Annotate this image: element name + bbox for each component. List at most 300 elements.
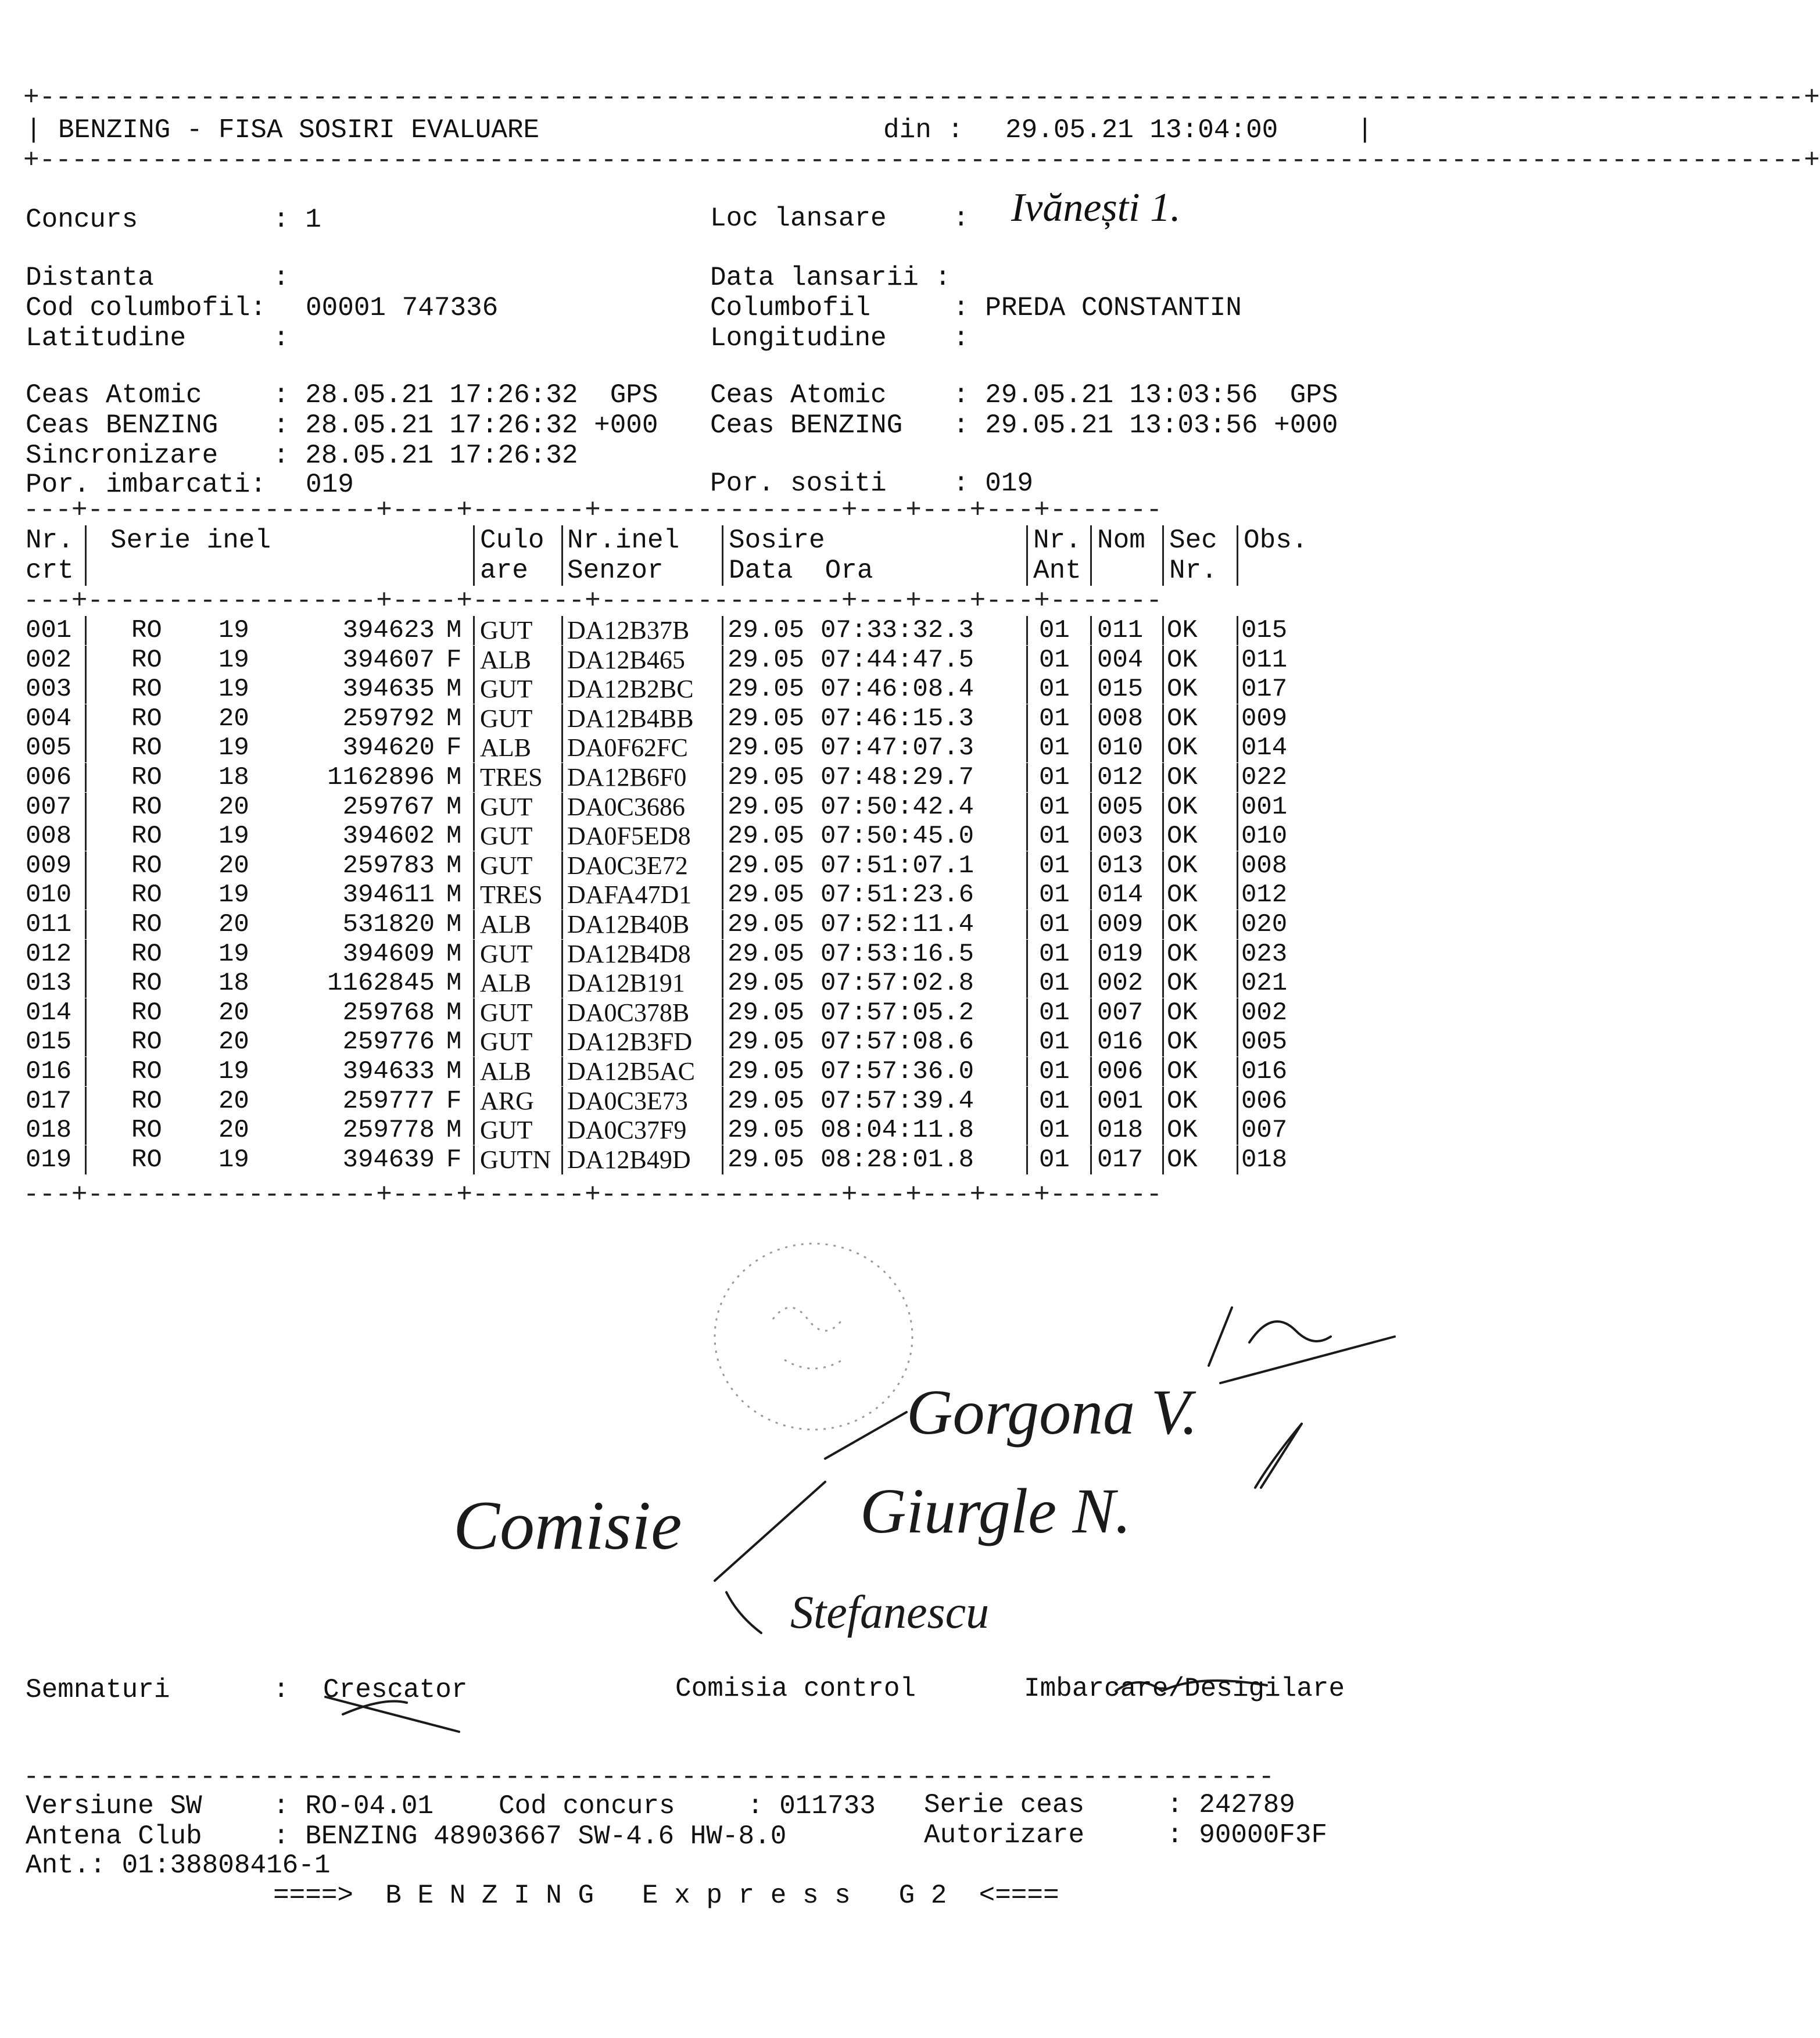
cell-an: 20 [218,1086,249,1116]
cell-ora: 07:48:29.7 [821,763,975,792]
row-col-separator [561,733,563,762]
row-col-separator [722,675,723,704]
col-sep-2 [473,525,475,586]
cell-obs: 014 [1241,733,1288,763]
loc-lansare-label: Loc lansare [710,203,887,234]
row-col-separator [561,704,563,733]
cell-nom: 005 [1097,792,1144,822]
cell-culoare: GUT [480,675,533,704]
row-col-separator [85,646,87,675]
signature-drawing [0,1220,1441,1743]
cell-sex: M [446,792,462,822]
columbofil-label: Columbofil [710,293,871,323]
cell-sex: M [446,704,462,733]
cell-sec: OK [1167,910,1198,939]
cell-data: 29.05 [728,675,805,704]
row-col-separator [473,910,475,939]
cell-nr: 007 [26,792,72,822]
cell-nr: 009 [26,851,72,880]
row-col-separator [1090,704,1092,733]
row-col-separator [1162,646,1164,675]
header-are: are [480,556,528,586]
cell-ora: 07:44:47.5 [821,645,975,675]
col-sep-5 [1026,525,1028,586]
row-col-separator [85,1145,87,1174]
cell-inel: 394620 [342,733,435,763]
cell-tara: RO [131,704,162,733]
cell-data: 29.05 [728,969,805,998]
cell-tara: RO [131,645,162,675]
row-col-separator [1237,646,1238,675]
cell-obs: 007 [1241,1116,1288,1145]
cod-concurs-value: : 011733 [747,1791,876,1821]
cell-sec: OK [1167,969,1198,998]
cell-tara: RO [131,763,162,792]
row-col-separator [722,616,723,645]
cell-ant: 01 [1039,1116,1070,1145]
cell-tara: RO [131,616,162,645]
din-value: 29.05.21 13:04:00 [1005,115,1278,145]
cell-data: 29.05 [728,792,805,822]
cell-obs: 017 [1241,675,1288,704]
cell-inel: 531820 [342,910,435,939]
concurs-value: : 1 [273,205,321,235]
row-col-separator [1026,1027,1028,1056]
cell-ora: 07:57:08.6 [821,1027,975,1057]
loc-lansare-sep: : [953,203,969,234]
row-col-separator [85,910,87,939]
serie-ceas-label: Serie ceas [924,1790,1085,1820]
cell-data: 29.05 [728,1027,805,1057]
cell-culoare: GUT [480,704,533,733]
cell-culoare: GUTN [480,1145,551,1174]
row-col-separator [1237,969,1238,998]
cell-ora: 08:04:11.8 [821,1116,975,1145]
cell-nom: 004 [1097,645,1144,675]
row-col-separator [561,646,563,675]
cell-ora: 07:52:11.4 [821,910,975,939]
imbarcare-label: Imbarcare/Desigilare [1024,1674,1345,1704]
cell-data: 29.05 [728,822,805,851]
cell-nr: 019 [26,1145,72,1174]
cell-senzor: DA12B4BB [567,704,694,733]
cell-sex: M [446,880,462,910]
cell-obs: 001 [1241,792,1288,822]
cell-nom: 012 [1097,763,1144,792]
table-row [23,733,1418,762]
row-col-separator [473,822,475,851]
cell-an: 20 [218,1116,249,1145]
cell-data: 29.05 [728,1116,805,1145]
table-row [23,675,1418,704]
table-row [23,763,1418,792]
cell-data: 29.05 [728,851,805,880]
row-col-separator [473,851,475,880]
row-col-separator [473,969,475,998]
row-col-separator [722,1087,723,1116]
row-col-separator [561,793,563,822]
row-col-separator [473,793,475,822]
cell-data: 29.05 [728,733,805,763]
row-col-separator [1237,940,1238,969]
row-col-separator [85,763,87,792]
cell-nr: 010 [26,880,72,910]
row-col-separator [1026,1057,1028,1086]
cell-sec: OK [1167,792,1198,822]
cell-data: 29.05 [728,1086,805,1116]
row-col-separator [473,616,475,645]
cell-inel: 394623 [342,616,435,645]
cell-an: 20 [218,851,249,880]
header-senzor: Senzor [567,556,664,586]
cell-obs: 020 [1241,910,1288,939]
header-serie: Serie inel [110,525,271,556]
header-right-bar: | [1357,115,1373,145]
cell-data: 29.05 [728,1145,805,1174]
table-row [23,969,1418,998]
cell-data: 29.05 [728,616,805,645]
cell-inel: 259768 [342,998,435,1027]
cell-culoare: GUT [480,1027,533,1056]
cell-nr: 005 [26,733,72,763]
row-col-separator [473,880,475,909]
handwriting-comisie: Comisie [453,1487,682,1564]
cell-sec: OK [1167,822,1198,851]
cell-an: 18 [218,763,249,792]
semnaturi-sep: : [273,1675,289,1705]
row-col-separator [85,793,87,822]
row-col-separator [722,646,723,675]
cell-senzor: DA12B2BC [567,675,694,704]
table-row [23,704,1418,733]
cell-ora: 07:51:23.6 [821,880,975,910]
cell-culoare: GUT [480,998,533,1027]
cell-tara: RO [131,998,162,1027]
cell-inel: 394607 [342,645,435,675]
cell-nr: 003 [26,675,72,704]
cell-an: 20 [218,704,249,733]
row-col-separator [1026,1087,1028,1116]
cell-inel: 394609 [342,939,435,969]
columbofil-value: : PREDA CONSTANTIN [953,293,1242,323]
row-col-separator [1026,616,1028,645]
row-col-separator [1090,1145,1092,1174]
cell-sec: OK [1167,1027,1198,1057]
row-col-separator [1162,1057,1164,1086]
cell-sex: M [446,969,462,998]
cell-culoare: ARG [480,1086,534,1115]
cell-nom: 001 [1097,1086,1144,1116]
cell-tara: RO [131,733,162,763]
row-col-separator [1237,1116,1238,1145]
cell-sex: F [446,1086,462,1116]
cell-ora: 07:57:02.8 [821,969,975,998]
header-sec: Sec [1169,525,1217,556]
cell-ant: 01 [1039,880,1070,910]
row-col-separator [1090,1057,1092,1086]
cell-culoare: ALB [480,910,531,939]
row-col-separator [1026,675,1028,704]
table-row [23,822,1418,851]
cell-nom: 003 [1097,822,1144,851]
row-col-separator [1162,851,1164,880]
cell-senzor: DA0C3E73 [567,1086,688,1115]
row-col-separator [1237,910,1238,939]
cell-inel: 259792 [342,704,435,733]
versiune-label: Versiune SW [26,1791,202,1821]
row-col-separator [1026,910,1028,939]
row-col-separator [1026,880,1028,909]
cell-culoare: TRES [480,880,543,909]
distanta-value: : [273,263,289,293]
table-row [23,998,1418,1027]
cell-obs: 009 [1241,704,1288,733]
ant-line: Ant.: 01:38808416-1 [26,1850,331,1881]
row-col-separator [561,616,563,645]
row-col-separator [85,998,87,1027]
row-col-separator [1162,1087,1164,1116]
row-col-separator [85,969,87,998]
row-col-separator [1090,940,1092,969]
row-col-separator [473,1057,475,1086]
row-col-separator [1090,910,1092,939]
row-col-separator [561,1145,563,1174]
cell-obs: 015 [1241,616,1288,645]
row-col-separator [1090,675,1092,704]
cell-sex: M [446,1027,462,1057]
row-col-separator [1090,646,1092,675]
row-col-separator [722,733,723,762]
cell-sex: M [446,1057,462,1086]
cell-sex: F [446,733,462,763]
cell-senzor: DA12B6F0 [567,763,687,791]
din-label: din : [883,115,964,145]
cell-an: 19 [218,880,249,910]
cell-inel: 259776 [342,1027,435,1057]
cell-ant: 01 [1039,822,1070,851]
row-col-separator [1162,998,1164,1027]
por-imbarcati-value: 019 [306,470,354,500]
cell-obs: 006 [1241,1086,1288,1116]
cell-ant: 01 [1039,910,1070,939]
row-col-separator [1237,822,1238,851]
cell-senzor: DA0C378B [567,998,690,1027]
cell-culoare: GUT [480,851,533,880]
row-col-separator [722,880,723,909]
cell-inel: 394602 [342,822,435,851]
col-sep-3 [561,525,563,586]
row-col-separator [561,1057,563,1086]
col-sep-6 [1090,525,1092,586]
row-col-separator [1026,1145,1028,1174]
row-col-separator [1162,733,1164,762]
cell-sec: OK [1167,675,1198,704]
ceas-atomic-right: : 29.05.21 13:03:56 GPS [953,380,1338,410]
row-col-separator [1026,793,1028,822]
row-col-separator [85,1027,87,1056]
row-col-separator [561,1027,563,1056]
cell-tara: RO [131,1086,162,1116]
row-col-separator [1162,940,1164,969]
cell-ant: 01 [1039,1057,1070,1086]
row-col-separator [561,940,563,969]
row-col-separator [722,1116,723,1145]
handwriting-stefanescu: Stefanescu [790,1587,990,1638]
row-col-separator [561,880,563,909]
cell-nr: 013 [26,969,72,998]
cell-senzor: DA0C3E72 [567,851,688,880]
ceas-atomic-left: : 28.05.21 17:26:32 GPS [273,380,658,410]
handwriting-giurgle: Giurgle N. [860,1475,1131,1546]
row-col-separator [1237,998,1238,1027]
cell-sec: OK [1167,939,1198,969]
ceas-benzing-label: Ceas BENZING [26,410,218,440]
cell-sex: M [446,675,462,704]
cell-ant: 01 [1039,704,1070,733]
handwriting-gorgona: Gorgona V. [907,1377,1198,1448]
header-crt: crt [26,556,74,586]
cell-ant: 01 [1039,616,1070,645]
serie-ceas-value: : 242789 [1167,1790,1295,1820]
cell-obs: 022 [1241,763,1288,792]
header-sosire: Sosire [729,525,825,556]
cell-nr: 015 [26,1027,72,1057]
stamp-icon [715,1244,912,1430]
cell-ant: 01 [1039,733,1070,763]
header-border-top: +--------------------------------------------------------------------------------------------------------------+ [23,83,1820,113]
ceas-benzing-left: : 28.05.21 17:26:32 +000 [273,410,658,440]
ceas-benzing-right: : 29.05.21 13:03:56 +000 [953,410,1338,440]
cell-inel: 394639 [342,1145,435,1174]
cell-an: 19 [218,645,249,675]
row-col-separator [1162,1145,1164,1174]
cell-nr: 017 [26,1086,72,1116]
row-col-separator [1162,793,1164,822]
row-col-separator [1237,1057,1238,1086]
cell-culoare: ALB [480,1057,531,1086]
table-header-rule: ---+------------------+----+-------+---------------+---+---+---+------- [23,586,1162,616]
row-col-separator [722,704,723,733]
cell-sec: OK [1167,704,1198,733]
cell-senzor: DA12B40B [567,910,690,939]
row-col-separator [1090,616,1092,645]
cell-data: 29.05 [728,1057,805,1086]
cell-ora: 07:46:15.3 [821,704,975,733]
cell-inel: 1162896 [327,763,435,792]
cell-data: 29.05 [728,939,805,969]
cell-sex: M [446,910,462,939]
row-col-separator [1090,880,1092,909]
row-col-separator [1090,822,1092,851]
row-col-separator [1090,969,1092,998]
cell-culoare: GUT [480,822,533,851]
row-col-separator [85,1116,87,1145]
cell-nr: 001 [26,616,72,645]
cell-inel: 394635 [342,675,435,704]
cell-nom: 013 [1097,851,1144,880]
footer-rule: ------------------------------------------------------------------------------ [23,1762,1275,1792]
row-col-separator [722,1057,723,1086]
cell-obs: 002 [1241,998,1288,1027]
row-col-separator [1162,1116,1164,1145]
cell-nom: 010 [1097,733,1144,763]
row-col-separator [1162,763,1164,792]
cell-tara: RO [131,1116,162,1145]
cell-an: 19 [218,822,249,851]
row-col-separator [473,733,475,762]
row-col-separator [561,763,563,792]
cell-sec: OK [1167,1057,1198,1086]
header-left-bar: | [26,115,42,145]
row-col-separator [473,675,475,704]
cell-nr: 014 [26,998,72,1027]
cell-culoare: GUT [480,939,533,968]
header-obs: Obs. [1244,525,1308,556]
sincronizare-value: : 28.05.21 17:26:32 [273,440,578,471]
row-col-separator [473,646,475,675]
cell-sec: OK [1167,763,1198,792]
row-col-separator [1090,793,1092,822]
row-col-separator [473,763,475,792]
cell-nr: 008 [26,822,72,851]
cell-ant: 01 [1039,792,1070,822]
row-col-separator [1237,733,1238,762]
cell-nom: 008 [1097,704,1144,733]
cell-ant: 01 [1039,763,1070,792]
cell-nom: 017 [1097,1145,1144,1174]
row-col-separator [561,822,563,851]
header-nr: Nr. [26,525,74,556]
semnaturi-label: Semnaturi [26,1675,170,1705]
cell-senzor: DA0C3686 [567,792,685,821]
antena-label: Antena Club [26,1821,202,1851]
cell-nom: 007 [1097,998,1144,1027]
row-col-separator [1162,1027,1164,1056]
concurs-label: Concurs [26,205,138,235]
cell-senzor: DA12B465 [567,645,685,674]
cell-data: 29.05 [728,998,805,1027]
cell-nr: 016 [26,1057,72,1086]
table-row [23,1116,1418,1145]
cell-an: 19 [218,733,249,763]
cell-sec: OK [1167,1086,1198,1116]
cell-senzor: DA12B3FD [567,1027,693,1056]
cell-obs: 018 [1241,1145,1288,1174]
sincronizare-label: Sincronizare [26,440,218,471]
row-col-separator [1026,940,1028,969]
row-col-separator [1162,822,1164,851]
cell-nr: 011 [26,910,72,939]
cell-tara: RO [131,675,162,704]
cell-ant: 01 [1039,1027,1070,1057]
cell-data: 29.05 [728,763,805,792]
cell-ora: 07:47:07.3 [821,733,975,763]
cell-tara: RO [131,969,162,998]
cell-an: 20 [218,910,249,939]
row-col-separator [85,880,87,909]
cell-an: 19 [218,616,249,645]
row-col-separator [1162,880,1164,909]
cell-nr: 004 [26,704,72,733]
row-col-separator [1237,616,1238,645]
cell-an: 19 [218,939,249,969]
cell-sec: OK [1167,645,1198,675]
cell-nom: 002 [1097,969,1144,998]
cell-sec: OK [1167,733,1198,763]
por-sositi-label: Por. sositi [710,468,887,499]
longitudine-value: : [953,323,969,353]
loc-lansare-value: Ivănești 1. [1011,185,1181,230]
